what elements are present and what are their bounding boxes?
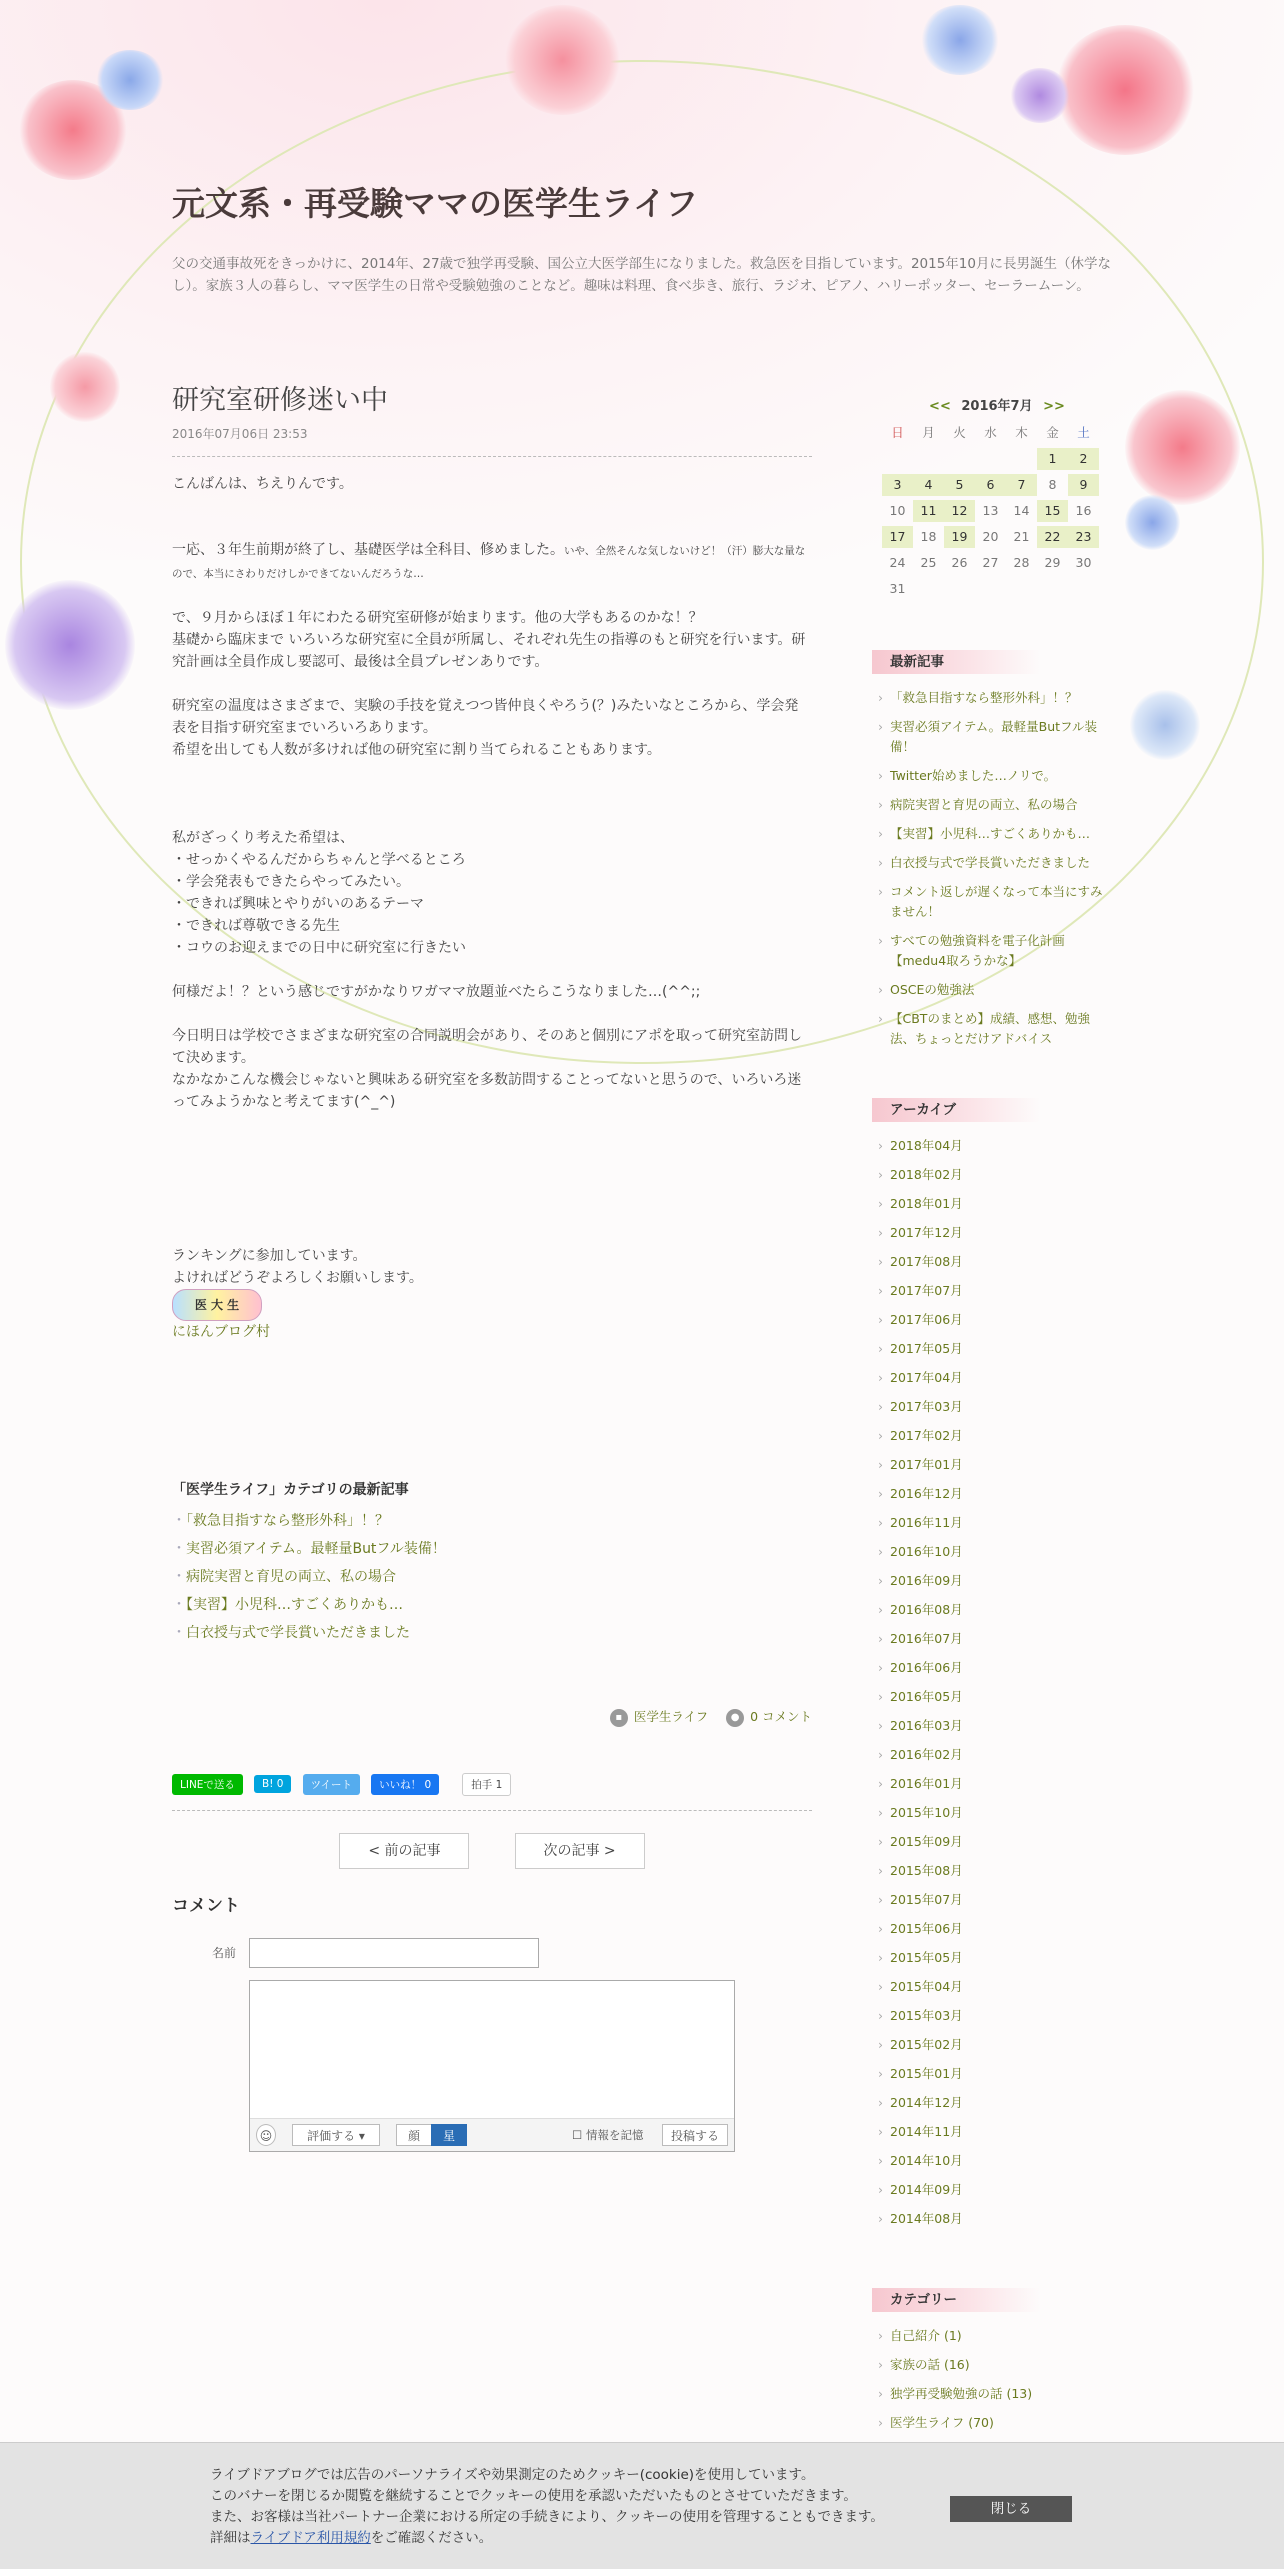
line-share-button[interactable]: LINEで送る <box>172 1774 243 1795</box>
calendar-day[interactable]: 9 <box>1068 474 1099 496</box>
calendar-day: 20 <box>982 529 999 544</box>
calendar-weekday: 金 <box>1046 425 1059 440</box>
archive-month-link[interactable]: › 2016年02月 <box>872 1745 1112 1765</box>
remember-label: 情報を記憶 <box>585 2127 644 2142</box>
ranking-text: よければどうぞよろしくお願いします。 <box>172 1270 423 1286</box>
calendar-grid <box>882 422 1112 600</box>
calendar-day: 8 <box>1048 477 1057 492</box>
calendar-day <box>944 448 975 470</box>
category-latest-item[interactable]: ・ 実習必須アイテム。最軽量Butフル装備！ <box>172 1535 812 1563</box>
calendar-day[interactable]: 4 <box>913 474 944 496</box>
hatena-bookmark-button[interactable]: B! 0 <box>254 1775 291 1793</box>
pager <box>172 1833 812 1869</box>
archive-month-link[interactable]: › 2018年01月 <box>872 1194 1112 1214</box>
entry-paragraph: こんばんは、ちえりんです。 <box>172 476 353 492</box>
entry-paragraph: 何様だよ！？という感じですがかなりワガママ放題並べたらこうなりました…(^^;; <box>172 984 701 1000</box>
cookie-line <box>210 2528 884 2549</box>
entry-list-line: ・学会発表もできたらやってみたい。 <box>172 874 410 890</box>
category-link[interactable]: › 自己紹介 (1) <box>872 2326 1112 2346</box>
archive-month-link[interactable]: › 2014年09月 <box>872 2180 1112 2200</box>
archive-month-link[interactable]: › 2017年03月 <box>872 1397 1112 1417</box>
calendar-day <box>975 448 1006 470</box>
category-list <box>872 2326 1112 2433</box>
entry-list-line: ・せっかくやるんだからちゃんと学べるところ <box>172 852 466 868</box>
cookie-text-suffix: をご確認ください。 <box>370 2530 493 2546</box>
archive-month-link[interactable]: › 2017年07月 <box>872 1281 1112 1301</box>
calendar-weekday: 水 <box>984 425 997 440</box>
archive-month-link[interactable]: › 2017年04月 <box>872 1368 1112 1388</box>
archive-month-link[interactable]: › 2018年04月 <box>872 1136 1112 1156</box>
remember-checkbox[interactable]: ☐ 情報を記憶 <box>572 2127 644 2142</box>
calendar-day: 26 <box>951 555 968 570</box>
calendar-weekday: 火 <box>953 425 966 440</box>
archive-month-link[interactable]: › 2015年05月 <box>872 1948 1112 1968</box>
archive-month-link[interactable]: › 2015年06月 <box>872 1919 1112 1939</box>
next-article-button[interactable]: 次の記事 > <box>515 1833 645 1869</box>
recent-post-link[interactable]: › 【実習】小児科…すごくありかも… <box>872 824 1112 844</box>
calendar-day: 29 <box>1044 555 1061 570</box>
clap-button[interactable]: 拍手 1 <box>462 1773 511 1796</box>
comment-heading: コメント <box>172 1895 240 1916</box>
comment-textarea[interactable] <box>249 1980 735 2152</box>
calendar-day <box>1006 448 1037 470</box>
entry-small-text: いや、全然そんな気しないけど！（汗）膨大な量なので、本当にさわりだけしかできてないんだろうな… <box>172 545 806 580</box>
entry-paragraph: 研究室の温度はさまざまで、実験の手技を覚えつつ皆仲良くやろう(？)みたいなところから、学会発表を目指す研究室までいろいろあります。 <box>172 698 799 736</box>
entry-paragraph: 基礎から臨床まで いろいろな研究室に全員が所属し、それぞれ先生の指導のもと研究を行います。研究計画は全員作成し要認可、最後は全員プレゼンありです。 <box>172 632 806 670</box>
share-buttons <box>172 1773 812 1811</box>
calendar-day[interactable]: 2 <box>1068 448 1099 470</box>
archive-month-link[interactable]: › 2014年10月 <box>872 2151 1112 2171</box>
recent-post-link[interactable]: › 「救急目指すなら整形外科」！？ <box>872 688 1112 708</box>
calendar-day: 18 <box>920 529 937 544</box>
ranking-text: ランキングに参加しています。 <box>172 1248 367 1264</box>
archive-month-link[interactable]: › 2016年11月 <box>872 1513 1112 1533</box>
calendar-next[interactable]: >> <box>1043 399 1065 414</box>
prev-article-button[interactable]: < 前の記事 <box>339 1833 469 1869</box>
ranking-badge[interactable]: 医 大 生 <box>172 1289 262 1321</box>
calendar-day[interactable]: 22 <box>1037 526 1068 548</box>
recent-post-link[interactable]: › 病院実習と育児の両立、私の場合 <box>872 795 1112 815</box>
tweet-button[interactable]: ツイート <box>303 1774 360 1795</box>
calendar-day[interactable]: 1 <box>1037 448 1068 470</box>
archive-month-link[interactable]: › 2015年10月 <box>872 1803 1112 1823</box>
cookie-text-prefix: 詳細は <box>210 2530 251 2546</box>
archive-month-link[interactable]: › 2016年10月 <box>872 1542 1112 1562</box>
recent-post-link[interactable]: › OSCEの勉強法 <box>872 980 1112 1000</box>
calendar-day: 14 <box>1013 503 1030 518</box>
sidebar <box>872 395 1112 2442</box>
archive-month-link[interactable]: › 2016年01月 <box>872 1774 1112 1794</box>
category-link[interactable]: › 医学生ライフ (70) <box>872 2413 1112 2433</box>
calendar-day[interactable]: 15 <box>1037 500 1068 522</box>
archive-month-link[interactable]: › 2016年07月 <box>872 1629 1112 1649</box>
category-latest <box>172 1479 812 1647</box>
comment-section <box>172 1891 812 2152</box>
cookie-line: このバナーを閉じるか閲覧を継続することでクッキーの使用を承認いただいたものとさせていただきます。 <box>210 2488 857 2504</box>
entry-date: 2016年07月06日 23:53 <box>172 425 812 457</box>
calendar <box>882 395 1112 600</box>
archive-month-link[interactable]: › 2016年05月 <box>872 1687 1112 1707</box>
calendar-day[interactable]: 6 <box>975 474 1006 496</box>
entry-list-line: ・できれば尊敬できる先生 <box>172 918 340 934</box>
category-latest-item[interactable]: ・ 病院実習と育児の両立、私の場合 <box>172 1563 812 1591</box>
entry-paragraph: で、９月からほぼ１年にわたる研究室研修が始まります。他の大学もあるのかな！？ <box>172 610 703 626</box>
entry-text: 一応、３年生前期が終了し、基礎医学は全科目、修めました。 <box>172 542 564 558</box>
archive-month-link[interactable]: › 2015年02月 <box>872 2035 1112 2055</box>
flower-decoration <box>1055 25 1195 155</box>
calendar-day[interactable]: 3 <box>882 474 913 496</box>
recent-post-link[interactable]: › 実習必須アイテム。最軽量Butフル装備！ <box>872 717 1112 757</box>
calendar-day <box>882 448 913 470</box>
calendar-day: 16 <box>1075 503 1092 518</box>
main-column <box>172 378 812 2152</box>
calendar-day: 27 <box>982 555 999 570</box>
name-input[interactable] <box>249 1938 539 1968</box>
recent-post-link[interactable]: › Twitter始めました…ノリで。 <box>872 766 1112 786</box>
archive-month-link[interactable]: › 2015年01月 <box>872 2064 1112 2084</box>
calendar-day[interactable]: 23 <box>1068 526 1099 548</box>
entry-comments-link[interactable]: 0 コメント <box>750 1709 812 1724</box>
recent-posts-title: 最新記事 <box>872 650 1040 674</box>
blog-village-link[interactable]: にほんブログ村 <box>172 1324 270 1340</box>
comment-toolbar <box>250 2118 734 2151</box>
recent-post-link[interactable]: › 【CBTのまとめ】成績、感想、勉強法、ちょっとだけアドバイス <box>872 1009 1112 1049</box>
emoji-icon[interactable]: ☺ <box>256 2124 276 2146</box>
site-description: 父の交通事故死をきっかけに、2014年、27歳で独学再受験、国公立大医学部生になりました。救急医を目指しています。2015年10月に長男誕生（休学なし）。家族３人の暮らし、ママ医学生の日常や受験勉強のことなど。趣味は料理、食べ歩き、旅行、ラジオ、ピアノ、ハリーポッター、セーラームーン。 <box>172 256 1111 294</box>
calendar-day: 25 <box>920 555 937 570</box>
archive-month-link[interactable]: › 2017年02月 <box>872 1426 1112 1446</box>
archive-month-link[interactable]: › 2016年03月 <box>872 1716 1112 1736</box>
archive-month-link[interactable]: › 2015年08月 <box>872 1861 1112 1881</box>
calendar-prev[interactable]: << <box>929 399 951 414</box>
calendar-weekday: 土 <box>1077 425 1090 440</box>
cookie-close-button[interactable]: 閉じる <box>950 2496 1072 2522</box>
calendar-day: 31 <box>889 581 906 596</box>
archive-month-link[interactable]: › 2014年11月 <box>872 2122 1112 2142</box>
calendar-day: 28 <box>1013 555 1030 570</box>
face-rating-tab[interactable]: 顔 <box>396 2124 432 2146</box>
flower-decoration <box>1125 390 1240 505</box>
calendar-day <box>913 448 944 470</box>
calendar-weekday: 木 <box>1015 425 1028 440</box>
recent-post-link[interactable]: › 白衣授与式で学長賞いただきました <box>872 853 1112 873</box>
calendar-day[interactable]: 5 <box>944 474 975 496</box>
archive-month-link[interactable]: › 2014年12月 <box>872 2093 1112 2113</box>
calendar-day: 13 <box>982 503 999 518</box>
folder-icon: ▪ <box>610 1709 628 1727</box>
calendar-day[interactable]: 7 <box>1006 474 1037 496</box>
archive-month-link[interactable]: › 2015年09月 <box>872 1832 1112 1852</box>
terms-link[interactable]: ライブドア利用規約 <box>250 2530 371 2546</box>
flower-decoration <box>5 580 135 710</box>
archive-month-link[interactable]: › 2015年03月 <box>872 2006 1112 2026</box>
category-link[interactable]: › 独学再受験勉強の話 (13) <box>872 2384 1112 2404</box>
calendar-day[interactable]: 19 <box>944 526 975 548</box>
archive-month-link[interactable]: › 2016年12月 <box>872 1484 1112 1504</box>
entry-paragraph <box>172 539 812 585</box>
calendar-day: 10 <box>889 503 906 518</box>
recent-post-link[interactable]: › コメント返しが遅くなって本当にすみません！ <box>872 882 1112 922</box>
entry-list-line: ・できれば興味とやりがいのあるテーマ <box>172 896 424 912</box>
rate-select[interactable]: 評価する ▾ <box>292 2124 380 2146</box>
submit-comment-button[interactable]: 投稿する <box>662 2124 728 2146</box>
cookie-banner <box>0 2442 1284 2569</box>
entry-footer <box>172 1707 812 1727</box>
calendar-weekday: 日 <box>891 425 904 440</box>
flower-decoration <box>505 5 620 115</box>
entry-category-link[interactable]: 医学生ライフ <box>633 1709 709 1724</box>
archive-month-link[interactable]: › 2017年08月 <box>872 1252 1112 1272</box>
category-link[interactable]: › 家族の話 (16) <box>872 2355 1112 2375</box>
entry-body <box>172 473 812 1343</box>
flower-decoration <box>1125 495 1180 550</box>
calendar-weekday: 月 <box>922 425 935 440</box>
comment-icon: ● <box>726 1709 744 1727</box>
archive-month-link[interactable]: › 2017年05月 <box>872 1339 1112 1359</box>
archive-month-link[interactable]: › 2015年04月 <box>872 1977 1112 1997</box>
flower-decoration <box>920 5 1000 75</box>
archive-month-link[interactable]: › 2017年12月 <box>872 1223 1112 1243</box>
recent-posts-list <box>872 688 1112 1049</box>
facebook-like-button[interactable]: いいね！ 0 <box>371 1774 439 1795</box>
blog-header <box>172 178 1112 297</box>
calendar-month: 2016年7月 <box>961 399 1033 414</box>
rate-select-label: 評価する <box>307 2128 356 2143</box>
archive-month-link[interactable]: › 2018年02月 <box>872 1165 1112 1185</box>
cookie-line: また、お客様は当社パートナー企業における所定の手続きにより、クッキーの使用を管理することもできます。 <box>210 2509 884 2525</box>
calendar-day[interactable]: 12 <box>944 500 975 522</box>
entry-paragraph: 希望を出しても人数が多ければ他の研究室に割り当てられることもあります。 <box>172 742 661 758</box>
archive-month-link[interactable]: › 2016年09月 <box>872 1571 1112 1591</box>
calendar-day[interactable]: 11 <box>913 500 944 522</box>
category-latest-item[interactable]: ・ 白衣授与式で学長賞いただきました <box>172 1619 812 1647</box>
recent-post-link[interactable]: › すべての勉強資料を電子化計画【medu4取ろうかな】 <box>872 931 1112 971</box>
star-rating-tab[interactable]: 星 <box>431 2124 467 2146</box>
archive-month-link[interactable]: › 2017年06月 <box>872 1310 1112 1330</box>
category-latest-item[interactable]: ・ 【実習】小児科…すごくありかも… <box>172 1591 812 1619</box>
name-label: 名前 <box>212 1945 237 1960</box>
entry-list-line: ・コウのお迎えまでの日中に研究室に行きたい <box>172 940 466 956</box>
entry-paragraph: なかなかこんな機会じゃないと興味ある研究室を多数訪問することってないと思うので、いろいろ迷ってみようかなと考えてます(^_^) <box>172 1072 802 1110</box>
entry-title[interactable]: 研究室研修迷い中 <box>172 385 388 416</box>
category-title: カテゴリー <box>872 2288 1040 2312</box>
archive-month-link[interactable]: › 2014年08月 <box>872 2209 1112 2229</box>
flower-decoration <box>1010 68 1070 123</box>
butterfly-decoration <box>1130 690 1200 760</box>
calendar-day: 24 <box>889 555 906 570</box>
calendar-day: 30 <box>1075 555 1092 570</box>
calendar-day[interactable]: 17 <box>882 526 913 548</box>
archive-month-link[interactable]: › 2016年08月 <box>872 1600 1112 1620</box>
category-latest-item[interactable]: ・ 「救急目指すなら整形外科」！？ <box>172 1507 812 1535</box>
entry-paragraph: 今日明日は学校でさまざまな研究室の合同説明会があり、そのあと個別にアポを取って研究室訪問して決めます。 <box>172 1028 802 1066</box>
entry-paragraph: 私がざっくり考えた希望は、 <box>172 830 354 846</box>
archive-month-link[interactable]: › 2015年07月 <box>872 1890 1112 1910</box>
category-latest-heading: 「医学生ライフ」カテゴリの最新記事 <box>172 1482 409 1498</box>
flower-decoration <box>50 352 120 422</box>
calendar-day: 21 <box>1013 529 1030 544</box>
site-title[interactable]: 元文系・再受験ママの医学生ライフ <box>172 184 699 223</box>
cookie-line: ライブドアブログでは広告のパーソナライズや効果測定のためクッキー(cookie)を使用しています。 <box>210 2467 815 2483</box>
archive-list <box>872 1136 1112 2229</box>
cookie-text <box>210 2465 884 2549</box>
archive-month-link[interactable]: › 2016年06月 <box>872 1658 1112 1678</box>
archive-month-link[interactable]: › 2017年01月 <box>872 1455 1112 1475</box>
archive-title: アーカイブ <box>872 1098 1040 1122</box>
flower-decoration <box>95 50 165 110</box>
